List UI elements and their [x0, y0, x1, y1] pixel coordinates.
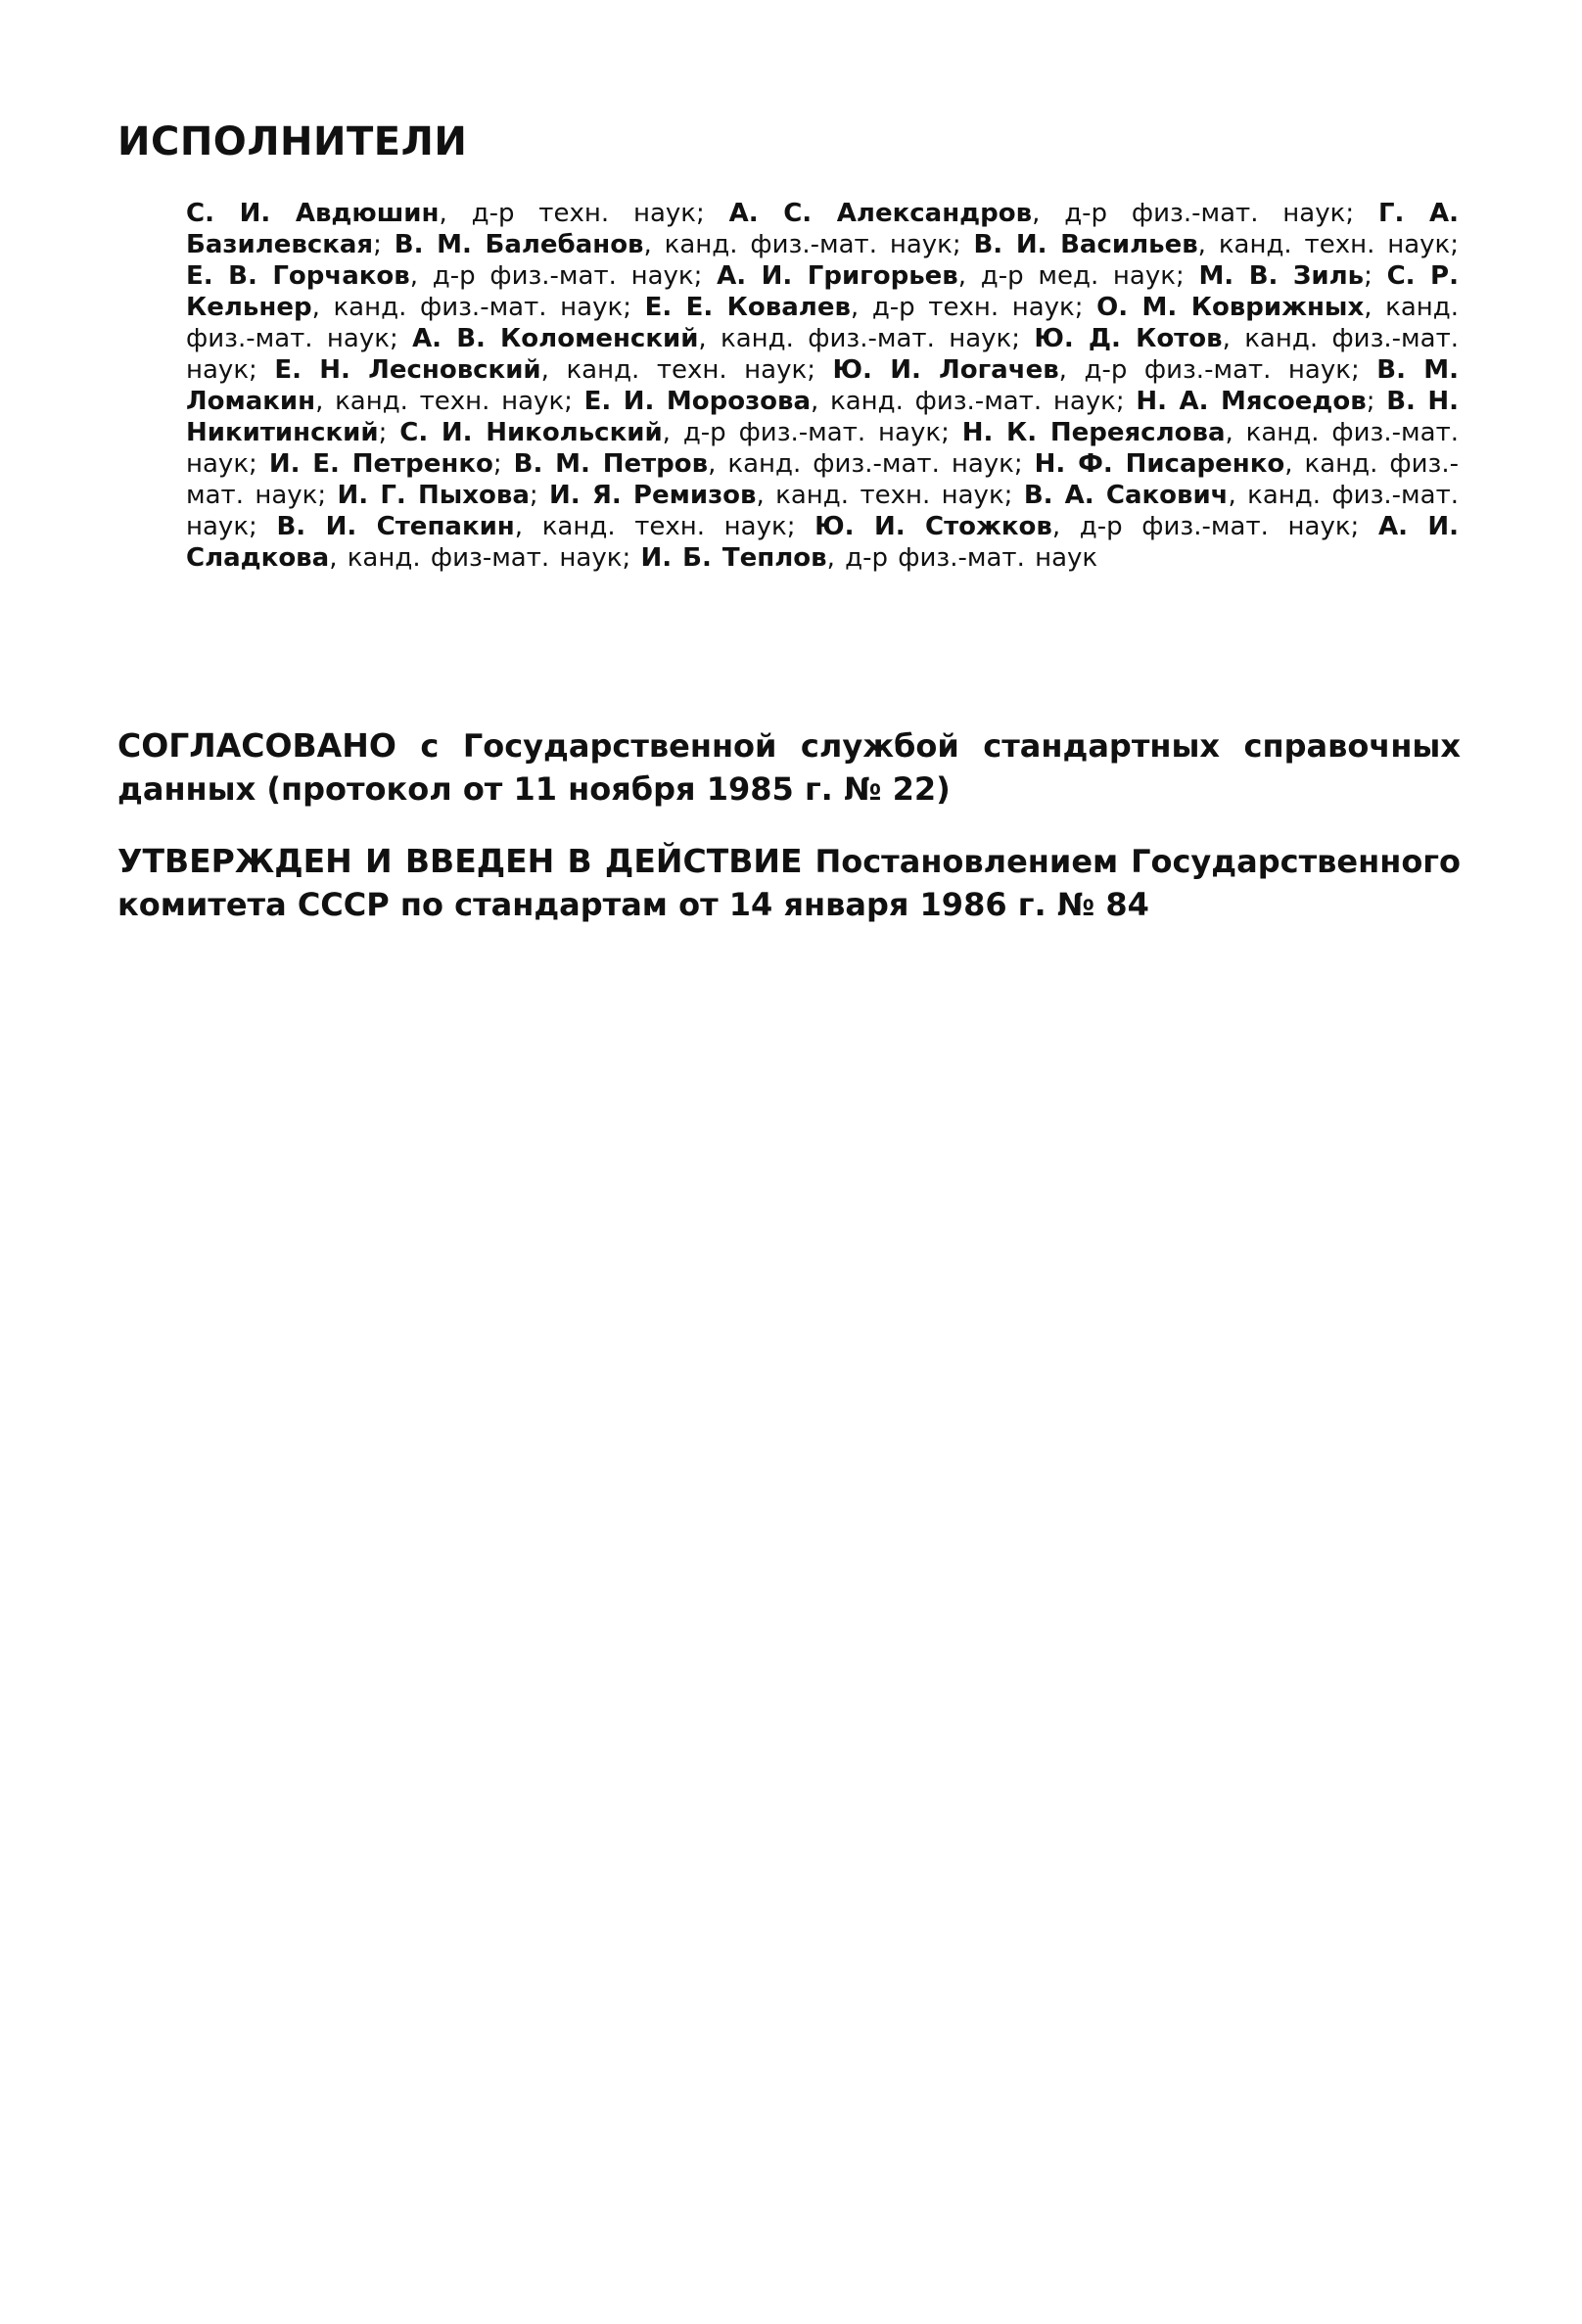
author-degree: д-р физ.-мат. наук — [1084, 355, 1351, 385]
author-degree: канд. техн. наук — [775, 481, 1004, 510]
author-name: Г. А. Базилевская — [186, 199, 1460, 259]
introduction-text: Постановлением Государственного комитета СССР по стандартам от 14 января 1986 г. № 84 — [117, 843, 1462, 923]
author-degree: канд. физ.-мат. наук — [186, 418, 1459, 479]
author-degree: д-р техн. наук — [871, 293, 1075, 322]
authors-list: С. И. Авдюшин, д-р техн. наук; А. С. Александров, д-р физ.-мат. наук; Г. А. Базилевская; В. М. Балебанов, канд. физ.-мат. наук; В. И. Васильев, канд. техн. наук; Е. В. Горчаков, д-р физ.-мат. наук; А. И. Григорьев, д-р мед. наук; М. В. Зиль; С. Р. Кельнер, канд. физ.-мат. наук; Е. Е. Ковалев, д-р техн. наук; О. М. Коврижных, канд. физ.-мат. наук; А. В. Коломенский, канд. физ.-мат. наук; Ю. Д. Котов, канд. физ.-мат. наук; Е. Н. Лесновский, канд. техн. наук; Ю. И. Логачев, д-р физ.-мат. наук; В. М. Ломакин, канд. техн. наук; Е. И. Морозова, канд. физ.-мат. наук; Н. А. Мясоедов; В. Н. Никитинский; С. И. Никольский, д-р физ.-мат. наук; Н. К. Переяслова, канд. физ.-мат. наук; И. Е. Петренко; В. М. Петров, канд. физ.-мат. наук; Н. Ф. Писаренко, канд. физ.-мат. наук; И. Г. Пыхова; И. Я. Ремизов, канд. техн. наук; В. А. Сакович, канд. физ.-мат. наук; В. И. Степакин, канд. техн. наук; Ю. И. Стожков, д-р физ.-мат. наук; А. И. Сладкова, канд. физ-мат. наук; И. Б. Теплов, д-р физ.-мат. наук — [186, 199, 1460, 573]
author-name: Ю. И. Логачев — [832, 355, 1059, 385]
author-name: С. И. Авдюшин — [186, 199, 440, 228]
author-name: М. В. Зиль — [1198, 261, 1365, 291]
approval-text: с Государственной службой стандартных справочных данных (протокол от 11 ноября 1985 г. № 22) — [117, 727, 1462, 808]
author-degree: канд. физ.-мат. наук — [186, 324, 1459, 385]
author-name: Е. Е. Ковалев — [644, 293, 851, 322]
author-name: В. И. Васильев — [973, 230, 1198, 259]
author-name: Н. К. Переяслова — [961, 418, 1226, 447]
author-name: В. А. Сакович — [1023, 481, 1229, 510]
author-degree: канд. физ.-мат. наук — [186, 449, 1460, 510]
author-degree: канд. техн. наук — [1218, 230, 1451, 259]
author-degree: д-р мед. наук — [980, 261, 1176, 291]
page-heading: ИСПОЛНИТЕЛИ — [117, 119, 468, 164]
author-degree: д-р физ.-мат. наук — [1079, 512, 1351, 541]
author-name: В. М. Ломакин — [186, 355, 1460, 416]
author-name: О. М. Коврижных — [1096, 293, 1365, 322]
author-name: И. Я. Ремизов — [549, 481, 757, 510]
author-degree: д-р физ.-мат. наук — [1064, 199, 1346, 228]
author-name: А. И. Григорьев — [717, 261, 958, 291]
author-degree: канд. физ.-мат. наук — [186, 293, 1459, 353]
author-name: И. Е. Петренко — [268, 449, 493, 479]
author-name: Ю. Д. Котов — [1034, 324, 1223, 353]
author-name: Е. В. Горчаков — [186, 261, 410, 291]
approval-block — [117, 724, 1461, 811]
author-degree: канд. физ.-мат. наук — [721, 324, 1012, 353]
author-degree: канд. физ.-мат. наук — [333, 293, 624, 322]
author-name: В. Н. Никитинский — [186, 387, 1460, 447]
author-degree: д-р физ.-мат. наук — [432, 261, 694, 291]
author-name: И. Г. Пыхова — [337, 481, 530, 510]
author-name: В. И. Степакин — [276, 512, 515, 541]
author-degree: д-р физ.-мат. наук — [845, 543, 1098, 573]
author-degree: канд. техн. наук — [541, 512, 787, 541]
author-name: Н. А. Мясоедов — [1136, 387, 1367, 416]
author-degree: канд. техн. наук — [335, 387, 565, 416]
author-degree: д-р техн. наук — [471, 199, 696, 228]
approval-label: СОГЛАСОВАНО — [117, 726, 396, 765]
author-degree: канд. техн. наук — [566, 355, 808, 385]
author-name: И. Б. Теплов — [640, 543, 827, 573]
author-name: А. С. Александров — [728, 199, 1033, 228]
author-degree: канд. физ-мат. наук — [347, 543, 623, 573]
author-degree: канд. физ.-мат. наук — [664, 230, 953, 259]
author-name: С. Р. Кельнер — [186, 261, 1459, 322]
author-name: Е. И. Морозова — [583, 387, 812, 416]
introduction-block — [117, 840, 1461, 926]
author-degree: д-р физ.-мат. наук — [682, 418, 942, 447]
author-degree: канд. физ.-мат. наук — [727, 449, 1014, 479]
author-name: А. В. Коломенский — [412, 324, 699, 353]
author-name: Н. Ф. Писаренко — [1034, 449, 1285, 479]
author-name: В. М. Балебанов — [394, 230, 644, 259]
author-name: Ю. И. Стожков — [814, 512, 1052, 541]
author-name: А. И. Сладкова — [186, 512, 1460, 573]
author-degree: канд. физ.-мат. наук — [186, 481, 1459, 541]
introduction-label: УТВЕРЖДЕН И ВВЕДЕН В ДЕЙСТВИЕ — [117, 842, 803, 880]
author-name: В. М. Петров — [513, 449, 709, 479]
author-name: Е. Н. Лесновский — [274, 355, 541, 385]
author-degree: канд. физ.-мат. наук — [830, 387, 1116, 416]
author-name: С. И. Никольский — [399, 418, 663, 447]
